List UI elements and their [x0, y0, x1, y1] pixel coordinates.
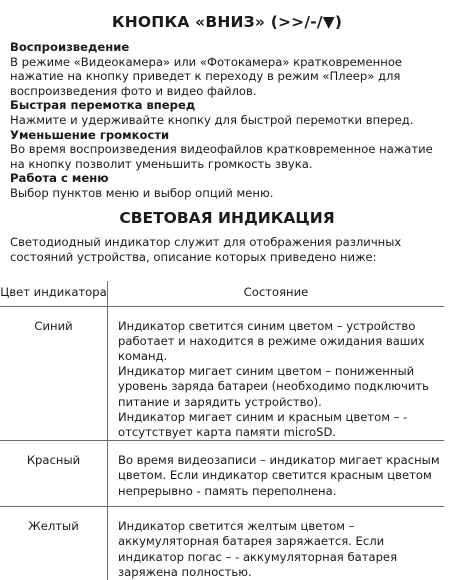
row-blue-color: Синий — [0, 306, 108, 441]
button-section-title: КНОПКА «ВНИЗ» (>>/-/▼) — [111, 13, 343, 31]
menu-heading: Работа с меню — [10, 171, 109, 186]
table-row-blue — [0, 306, 444, 441]
playback-text: В режиме «Видеокамера» или «Фотокамера» кратковременное нажатие на кнопку приведет к переходу в режим «Плеер» для воспроизведения фото и видео файлов. — [10, 54, 403, 98]
playback-heading: Воспроизведение — [10, 40, 130, 54]
fast-forward-heading: Быстрая перемотка вперед — [10, 98, 196, 113]
row-blue-state — [108, 306, 445, 441]
row-blue-state-line-3: Индикатор мигает синим и красным цветом – - отсутствует карта памяти microSD. — [118, 409, 408, 439]
section-volume-down — [10, 128, 444, 172]
fast-forward-text: Нажмите и удерживайте кнопку для быстрой перемотки вперед. — [10, 112, 414, 127]
section-menu — [10, 171, 444, 200]
row-red-color: Красный — [0, 441, 108, 507]
led-section-title: СВЕТОВАЯ ИНДИКАЦИЯ — [119, 208, 335, 227]
row-blue-state-line-2: Индикатор мигает синим цветом – пониженный уровень заряда батареи (необходимо подключить питание и зарядить устройство). — [118, 364, 429, 409]
row-yellow-state — [108, 507, 445, 580]
table-row-yellow — [0, 507, 444, 580]
led-intro: Светодиодный индикатор служит для отображения различных состояний устройства, описание которых приведено ниже: — [10, 234, 402, 264]
volume-down-text: Во время воспроизведения видеофайлов кратковременное нажатие на кнопку позволит уменьшить громкость звука. — [10, 142, 433, 171]
row-red-state-line-1: Во время видеозаписи – индикатор мигает красным цветом. Если индикатор светится красным цветом непрерывно - память переполнена. — [118, 453, 440, 498]
section-fast-forward — [10, 98, 444, 127]
led-table — [0, 281, 444, 580]
header-color: Цвет индикатора — [0, 281, 108, 307]
row-red-state — [108, 441, 445, 507]
section-playback — [10, 40, 444, 98]
row-yellow-color: Желтый — [0, 507, 108, 580]
volume-down-heading: Уменьшение громкости — [10, 127, 170, 142]
led-table-header — [0, 281, 444, 307]
header-state: Состояние — [108, 281, 445, 307]
table-row-red — [0, 441, 444, 507]
row-yellow-state-line-1: Индикатор светится желтым цветом – аккумуляторная батарея заряжается. Если индикатор погас – - аккумуляторная батарея заряжена полностью. — [118, 519, 398, 579]
menu-text: Выбор пунктов меню и выбор опций меню. — [10, 185, 274, 200]
row-blue-state-line-1: Индикатор светится синим цветом – устройство работает и находится в режиме ожидания ваших команд. — [118, 318, 425, 363]
